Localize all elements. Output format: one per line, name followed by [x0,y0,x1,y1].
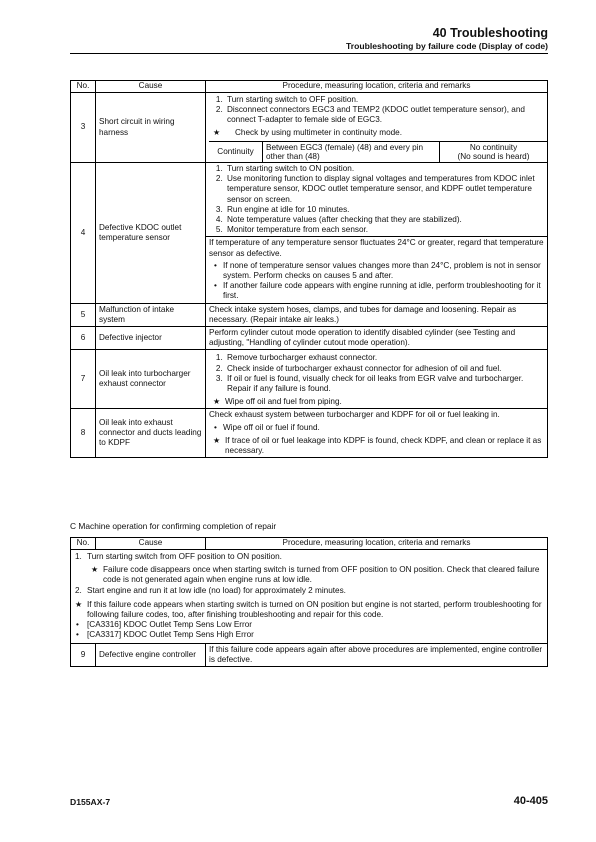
star-note: ★ If this failure code appears when starting switch is turned on ON position but engine is not started, perform troubleshooting for following failure codes, too, after finishing troubleshooting and repair for this code. [75,600,543,620]
code-item: • [CA3316] KDOC Outlet Temp Sens Low Error [75,620,543,630]
table-row [71,550,548,644]
row-procedure [206,163,548,304]
table-row [71,303,548,326]
step: 2. Check inside of turbocharger exhaust connector for adhesion of oil and fuel. [225,364,544,374]
row-number: 3 [71,93,96,163]
header-rule [70,53,548,54]
row-procedure: Check intake system hoses, clamps, and tubes for damage and loosening. Repair as necessary. (Repair intake air leaks.) [206,303,548,326]
row-cause: Defective KDOC outlet temperature sensor [96,163,206,304]
col-cause-header: Cause [96,81,206,93]
table-row [71,409,548,458]
step: 2. Start engine and run it at low idle (no load) for approximately 2 minutes. [75,585,346,595]
star-note: ★ If trace of oil or fuel leakage into KDPF is found, check KDPF, and clean or replace it as necessary. [209,436,544,456]
page-title: 40 Troubleshooting [432,26,548,40]
col-no-header: No. [71,538,96,550]
step: 3. If oil or fuel is found, visually check for oil leaks from EGR valve and turbocharger. Repair if any failure is found. [225,374,544,394]
table-row [71,350,548,409]
table-row [71,93,548,163]
continuity-table [209,141,547,163]
text: Check exhaust system between turbocharger and KDPF for oil or fuel leaking in. [209,410,500,420]
row-number: 8 [71,409,96,458]
bullet: • Wipe off oil or fuel if found. [223,423,544,433]
continuity-result-2: (No sound is heard) [457,152,530,162]
table-header-row [71,81,548,93]
row-number: 9 [71,643,96,666]
col-proc-header: Procedure, measuring location, criteria and remarks [206,81,548,93]
star-note: ★ Failure code disappears once when starting switch is turned from OFF position to ON position. Check that cleared failure code is not generated again when engine runs at low idle. [75,565,543,585]
row-procedure [206,409,548,458]
step: 1. Remove turbocharger exhaust connector. [225,353,544,363]
continuity-result [440,141,548,163]
continuity-result-1: No continuity [469,142,518,152]
step: 3. Run engine at idle for 10 minutes. [225,205,544,215]
row-procedure [206,350,548,409]
row-number: 6 [71,327,96,350]
page-subtitle: Troubleshooting by failure code (Display of code) [346,41,548,51]
table-row [71,327,548,350]
row-procedure [206,93,548,163]
col-no-header: No. [71,81,96,93]
step: 4. Note temperature values (after checking that they are stabilized). [225,215,544,225]
code-item: • [CA3317] KDOC Outlet Temp Sens High Error [75,630,543,640]
step: 1. Turn starting switch to OFF position. [225,95,547,105]
page-number: 40-405 [513,795,548,807]
table-header-row [71,538,548,550]
table-row [71,643,548,666]
step: 1. Turn starting switch to ON position. [225,164,544,174]
bullet: • If none of temperature sensor values changes more than 24°C, problem is not in sensor system. Perform checks on causes 5 and after. [223,261,544,281]
col-proc-header: Procedure, measuring location, criteria and remarks [206,538,548,550]
troubleshooting-table [70,80,548,458]
row-procedure: Perform cylinder cutout mode operation to identify disabled cylinder (see Testing and adjusting, "Handling of cylinder cutout mode operation). [206,327,548,350]
confirmation-table [70,537,548,667]
row-number: 4 [71,163,96,304]
table-row [71,163,548,304]
star-note: ★ Wipe off oil and fuel from piping. [209,397,544,407]
bullet: • If another failure code appears with engine running at idle, perform troubleshooting for it first. [223,281,544,301]
row-number: 7 [71,350,96,409]
row-cause: Malfunction of intake system [96,303,206,326]
model-number: D155AX-7 [70,797,111,807]
section-heading: C Machine operation for confirming completion of repair [70,521,277,531]
step: 2. Use monitoring function to display signal voltages and temperatures from KDOC inlet temperature sensor, KDOC outlet temperature sensor, and KDPF outlet temperature sensor on screen. [225,174,544,205]
row-cause: Defective injector [96,327,206,350]
row-cause: Oil leak into exhaust connector and ducts leading to KDPF [96,409,206,458]
continuity-between: Between EGC3 (female) (48) and every pin other than (48) [263,141,440,163]
row-procedure: If this failure code appears again after above procedures are implemented, engine controller is defective. [206,643,548,666]
star-note: ★ Check by using multimeter in continuity mode. [209,128,547,138]
step-text: Turn starting switch from OFF position to ON position. [87,552,282,561]
row-cause: Short circuit in wiring harness [96,93,206,163]
step-text: Start engine and run it at low idle (no load) for approximately 2 minutes. [87,585,346,595]
step: 5. Monitor temperature from each sensor. [225,225,544,235]
continuity-label: Continuity [209,141,263,163]
col-cause-header: Cause [96,538,206,550]
row-number: 5 [71,303,96,326]
row-cause: Oil leak into turbocharger exhaust connector [96,350,206,409]
step: 1. Turn starting switch from OFF position to ON position. [75,552,282,561]
note: If temperature of any temperature sensor fluctuates 24°C or greater, regard that temperature sensor as defective. [209,238,544,258]
confirmation-procedure [71,550,548,644]
step: 2. Disconnect connectors EGC3 and TEMP2 (KDOC outlet temperature sensor), and connect T-adapter to female side of EGC3. [225,105,547,125]
row-cause: Defective engine controller [96,643,206,666]
